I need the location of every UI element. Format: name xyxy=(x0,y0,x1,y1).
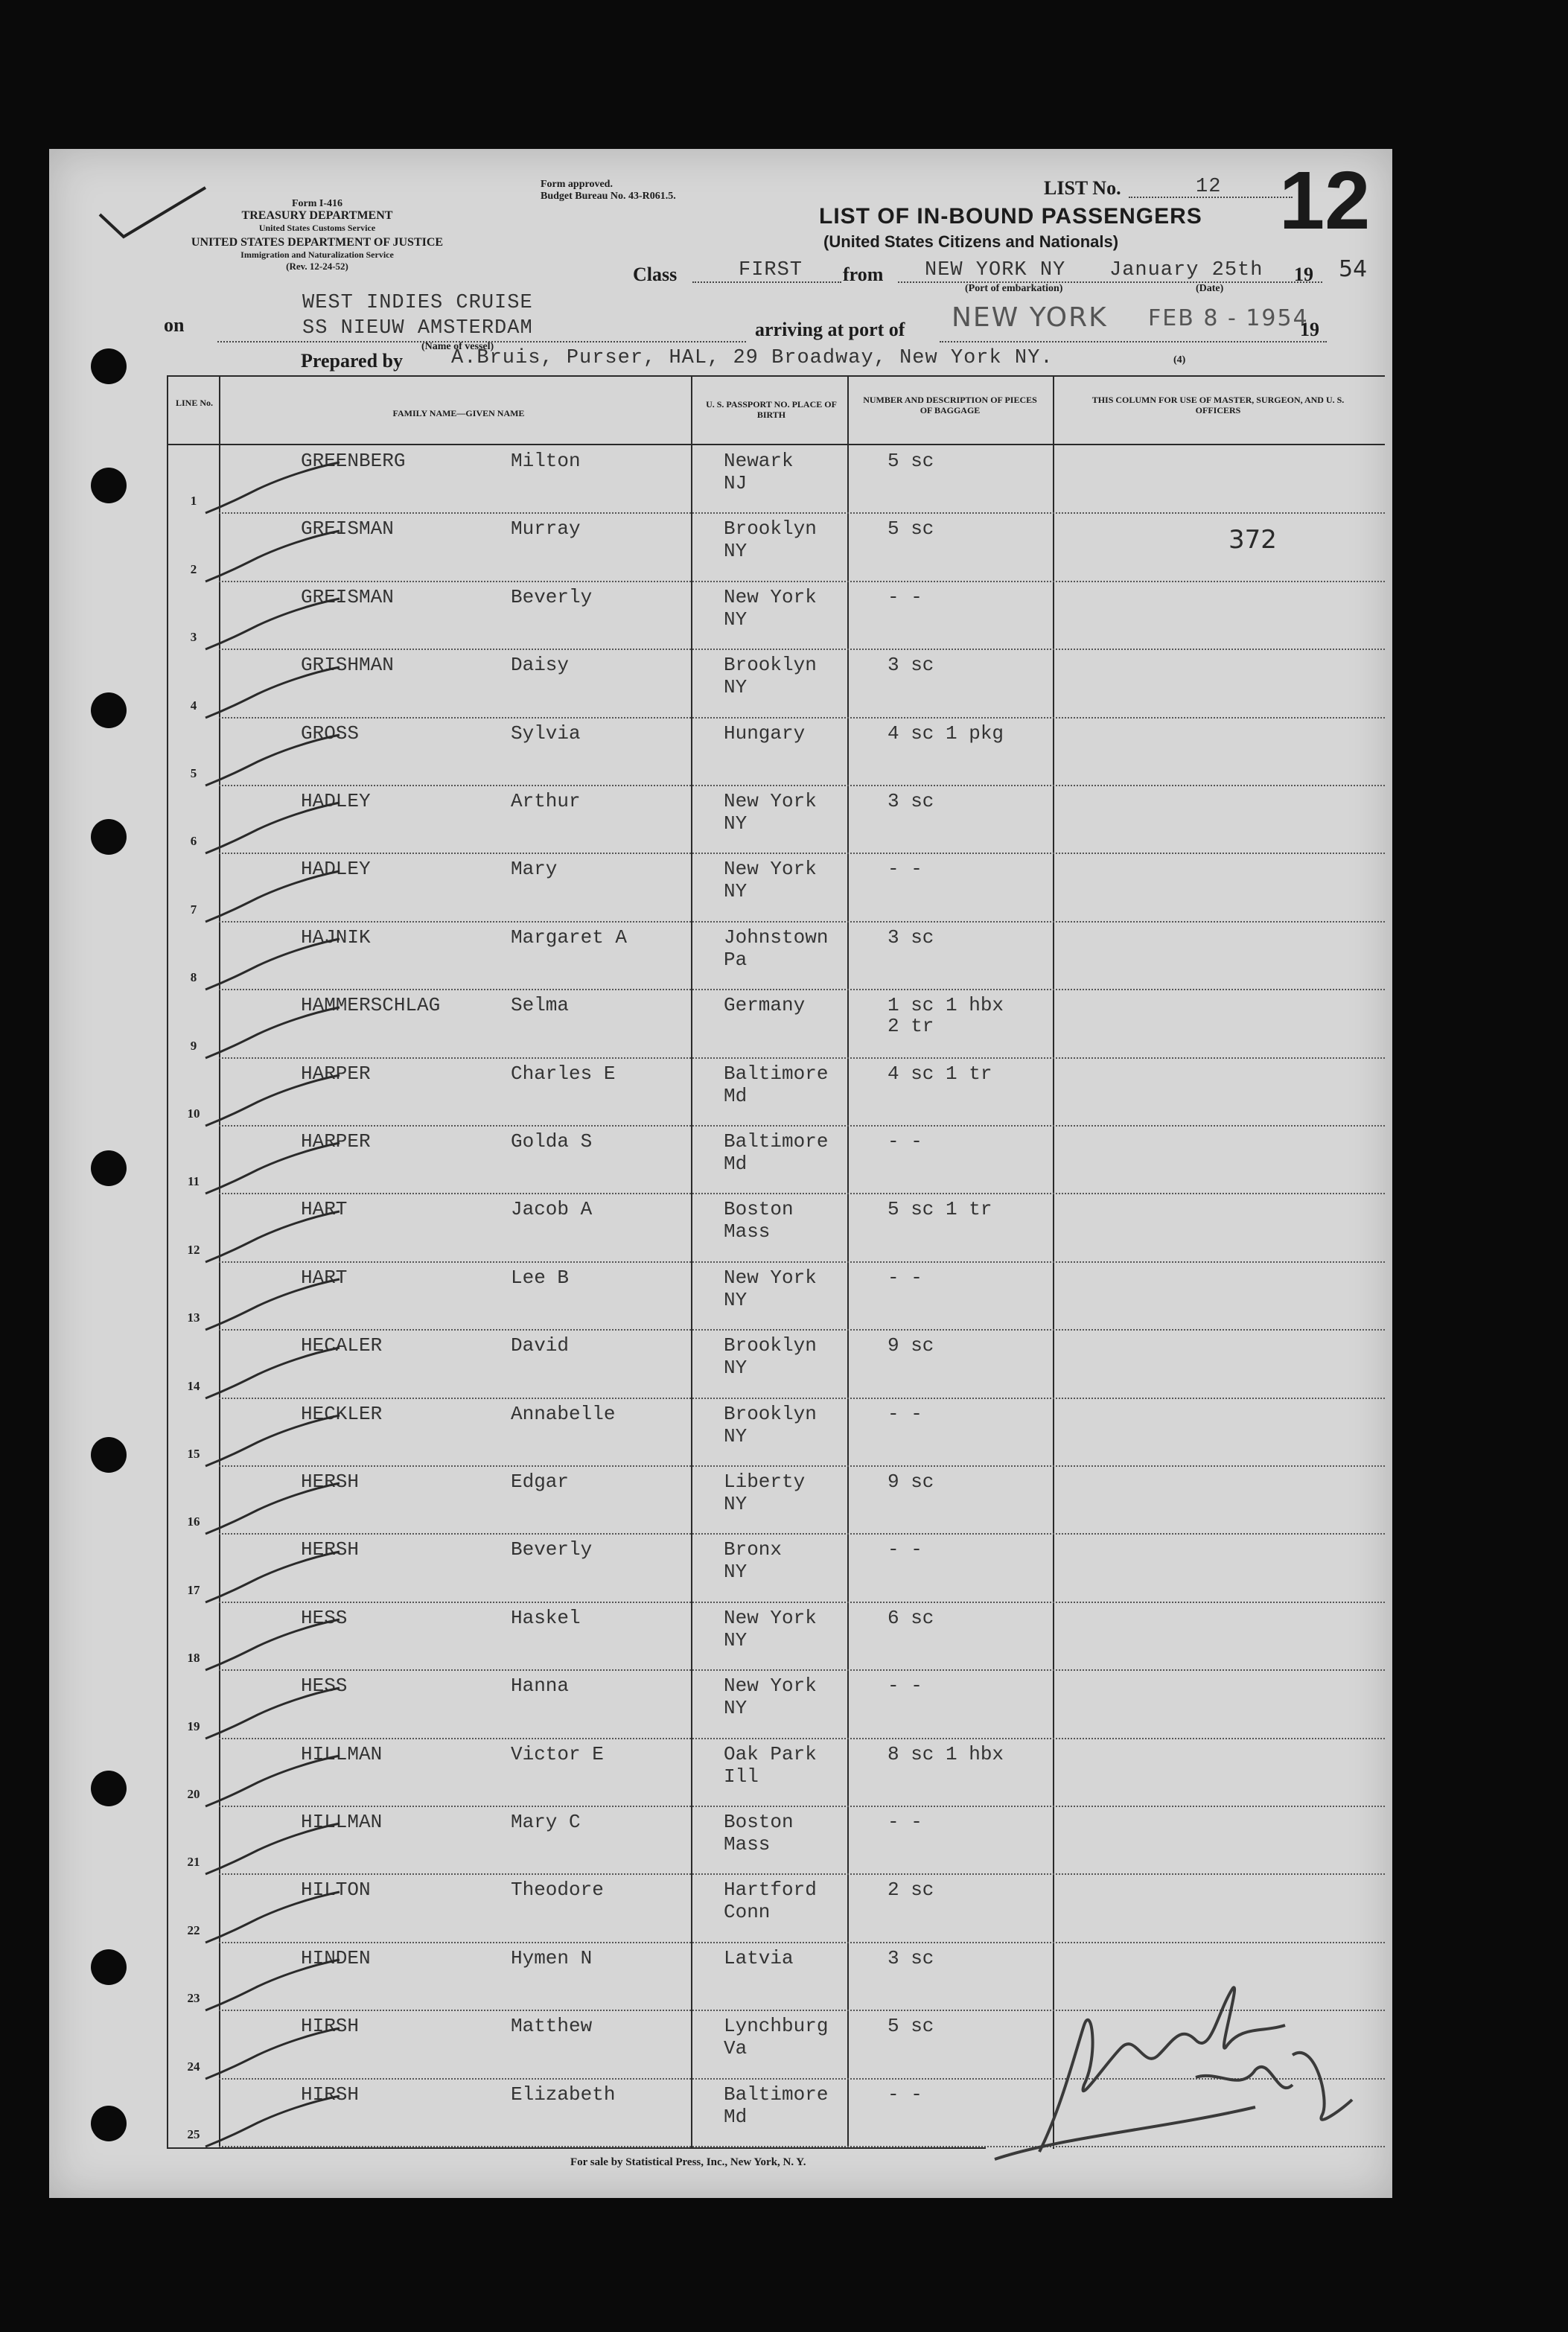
given-name: Margaret A xyxy=(511,926,628,949)
tally-check-icon xyxy=(198,2093,347,2160)
given-name: David xyxy=(511,1334,570,1357)
baggage: - - xyxy=(887,1402,922,1425)
birth-state: NY xyxy=(724,608,748,631)
table-row xyxy=(49,853,1392,921)
birth-state: NJ xyxy=(724,472,748,494)
baggage: 4 sc 1 pkg xyxy=(887,721,1004,745)
table-row xyxy=(49,922,1392,990)
year-prefix: 19 xyxy=(1294,264,1313,285)
birth-place: Bronx xyxy=(724,1538,783,1561)
birth-place: Newark xyxy=(724,450,794,472)
on-label: on xyxy=(164,314,185,336)
line-number: 13 xyxy=(187,1310,200,1325)
birth-place: Hungary xyxy=(724,721,806,745)
from-underline xyxy=(898,281,1322,283)
baggage: 1 sc 1 hbx xyxy=(887,994,1004,1017)
birth-state: Va xyxy=(724,2037,748,2060)
baggage: - - xyxy=(887,1538,922,1561)
approval-line1: Form approved. xyxy=(541,179,613,190)
line-number: 25 xyxy=(187,2126,200,2141)
birth-place: New York xyxy=(724,585,817,608)
birth-state: NY xyxy=(724,540,748,563)
given-name: Jacob A xyxy=(511,1198,593,1221)
table-row xyxy=(49,1194,1392,1261)
birth-place: Oak Park xyxy=(724,1742,817,1765)
family-name: HARPER xyxy=(301,1130,371,1153)
given-name: Elizabeth xyxy=(511,2083,616,2106)
line-number: 24 xyxy=(187,2059,200,2074)
line-number: 2 xyxy=(190,561,197,576)
birth-state: NY xyxy=(724,880,748,903)
birth-state: Md xyxy=(724,1153,748,1175)
prepared-note: (4) xyxy=(1173,354,1186,366)
baggage: - - xyxy=(887,585,922,608)
birth-state: NY xyxy=(724,1561,748,1584)
given-name: Lee B xyxy=(511,1266,570,1289)
table-row xyxy=(49,1602,1392,1670)
baggage: - - xyxy=(887,1811,922,1833)
form-id: Form I-416 xyxy=(291,198,343,209)
birth-place: Lynchburg xyxy=(724,2015,829,2038)
family-name: HILLMAN xyxy=(301,1811,383,1833)
family-name: HADLEY xyxy=(301,858,371,881)
baggage: 5 sc 1 tr xyxy=(887,1198,992,1221)
birth-state: Ill xyxy=(724,1765,759,1788)
officer-note: 372 xyxy=(1228,525,1277,555)
birth-place: Liberty xyxy=(724,1471,806,1493)
table-row xyxy=(49,1739,1392,1806)
prepared-value: A.Bruis, Purser, HAL, 29 Broadway, New York NY. xyxy=(451,347,1054,369)
baggage: 3 sc xyxy=(887,654,934,677)
table-row xyxy=(49,990,1392,1057)
page-subtitle: (United States Citizens and Nationals) xyxy=(823,232,1119,251)
given-name: Mary C xyxy=(511,1811,581,1833)
baggage: 5 sc xyxy=(887,450,934,472)
given-name: Selma xyxy=(511,994,570,1017)
family-name: HAMMERSCHLAG xyxy=(301,994,441,1017)
given-name: Hanna xyxy=(511,1675,570,1698)
birth-state: NY xyxy=(724,1697,748,1720)
from-date-value: January 25th xyxy=(1109,259,1263,281)
birth-state: NY xyxy=(724,1288,748,1311)
birth-state: Conn xyxy=(724,1901,771,1924)
baggage: - - xyxy=(887,1130,922,1153)
line-number: 6 xyxy=(190,834,197,849)
col-header-baggage: NUMBER AND DESCRIPTION OF PIECES OF BAGGAGE xyxy=(863,395,1037,415)
form-id-block xyxy=(161,198,474,273)
given-name: Edgar xyxy=(511,1471,570,1493)
table-row xyxy=(49,1874,1392,1942)
vessel-name: SS NIEUW AMSTERDAM xyxy=(302,317,533,340)
birth-state: NY xyxy=(724,812,748,835)
table-row xyxy=(49,1670,1392,1738)
line-number: 16 xyxy=(187,1514,200,1529)
baggage: 3 sc xyxy=(887,1946,934,1969)
ins-service: Immigration and Naturalization Service xyxy=(240,249,394,260)
given-name: Golda S xyxy=(511,1130,593,1153)
list-no-typed: 12 xyxy=(1196,176,1222,198)
table-row xyxy=(49,1398,1392,1466)
col-header-name: FAMILY NAME—GIVEN NAME xyxy=(392,408,525,418)
line-number: 23 xyxy=(187,1991,200,2006)
birth-place: Brooklyn xyxy=(724,1334,817,1357)
line-number: 19 xyxy=(187,1718,200,1733)
given-name: Beverly xyxy=(511,585,593,608)
birth-state: NY xyxy=(724,1357,748,1380)
birth-place: New York xyxy=(724,1266,817,1289)
arrival-year-prefix: 19 xyxy=(1300,319,1319,340)
date-caption: (Date) xyxy=(1196,283,1224,294)
table-row xyxy=(49,1126,1392,1194)
birth-state: Mass xyxy=(724,1833,771,1855)
arriving-label: arriving at port of xyxy=(755,319,905,340)
table-row xyxy=(49,649,1392,717)
punch-hole xyxy=(91,348,127,384)
port-caption: (Port of embarkation) xyxy=(965,283,1063,294)
birth-state: Md xyxy=(724,2105,748,2128)
birth-place: Germany xyxy=(724,994,806,1017)
given-name: Charles E xyxy=(511,1062,616,1085)
baggage: 5 sc xyxy=(887,517,934,541)
vessel-caption: (Name of vessel) xyxy=(421,341,494,352)
arrival-port-stamp: NEW YORK xyxy=(952,302,1108,333)
family-name: HAJNIK xyxy=(301,926,371,949)
col-header-passport: U. S. PASSPORT NO. PLACE OF BIRTH xyxy=(706,399,837,420)
given-name: Arthur xyxy=(511,790,581,812)
given-name: Mary xyxy=(511,858,558,881)
footer-press: For sale by Statistical Press, Inc., New York, N. Y. xyxy=(570,2156,806,2168)
from-port-value: NEW YORK NY xyxy=(925,259,1066,281)
birth-place: Brooklyn xyxy=(724,1402,817,1425)
year-value: 54 xyxy=(1339,256,1368,282)
given-name: Annabelle xyxy=(511,1402,616,1425)
manifest-sheet xyxy=(49,149,1392,2198)
baggage: 2 sc xyxy=(887,1879,934,1902)
baggage: 6 sc xyxy=(887,1606,934,1629)
family-name: HART xyxy=(301,1266,348,1289)
family-name: HERSH xyxy=(301,1538,360,1561)
list-no-label: LIST No. xyxy=(1044,177,1121,199)
family-name: GREISMAN xyxy=(301,585,394,608)
table-row xyxy=(49,786,1392,853)
baggage: 9 sc xyxy=(887,1471,934,1493)
birth-state: Pa xyxy=(724,948,748,971)
col-header-line-no: LINE No. xyxy=(176,398,214,408)
line-number: 20 xyxy=(187,1786,200,1801)
from-label: from xyxy=(843,264,884,285)
line-number: 15 xyxy=(187,1446,200,1461)
line-number: 3 xyxy=(190,630,197,645)
birth-place: New York xyxy=(724,790,817,812)
given-name: Hymen N xyxy=(511,1946,593,1969)
line-number: 4 xyxy=(190,698,197,713)
birth-place: Hartford xyxy=(724,1879,817,1902)
birth-state: Mass xyxy=(724,1220,771,1243)
baggage-extra: 2 tr xyxy=(887,1015,934,1038)
family-name: HESS xyxy=(301,1675,348,1698)
justice-dept: UNITED STATES DEPARTMENT OF JUSTICE xyxy=(191,236,444,249)
birth-place: New York xyxy=(724,858,817,881)
family-name: HARPER xyxy=(301,1062,371,1085)
given-name: Matthew xyxy=(511,2015,593,2038)
col-header-officers: THIS COLUMN FOR USE OF MASTER, SURGEON, AND U. S. OFFICERS xyxy=(1091,395,1345,415)
rev-date: (Rev. 12-24-52) xyxy=(286,261,348,272)
table-row xyxy=(49,1466,1392,1534)
family-name: GREISMAN xyxy=(301,517,394,541)
baggage: - - xyxy=(887,1675,922,1698)
treasury-dept: TREASURY DEPARTMENT xyxy=(241,209,393,222)
class-underline xyxy=(692,281,841,283)
table-row xyxy=(49,718,1392,786)
approval-line2: Budget Bureau No. 43-R061.5. xyxy=(541,191,676,202)
table-row xyxy=(49,513,1392,581)
table-row xyxy=(49,582,1392,649)
family-name: HADLEY xyxy=(301,790,371,812)
class-value: FIRST xyxy=(739,259,803,281)
page-title: LIST OF IN-BOUND PASSENGERS xyxy=(819,204,1202,229)
family-name: HESS xyxy=(301,1606,348,1629)
baggage: - - xyxy=(887,858,922,881)
cruise-name: WEST INDIES CRUISE xyxy=(302,292,533,314)
birth-place: Boston xyxy=(724,1811,794,1833)
line-number: 7 xyxy=(190,902,197,917)
birth-place: Baltimore xyxy=(724,1062,829,1085)
baggage: 9 sc xyxy=(887,1334,934,1357)
given-name: Milton xyxy=(511,450,581,472)
table-row xyxy=(49,445,1392,513)
birth-state: NY xyxy=(724,676,748,699)
baggage: 8 sc 1 hbx xyxy=(887,1742,1004,1765)
table-row xyxy=(49,1806,1392,1874)
given-name: Theodore xyxy=(511,1879,604,1902)
given-name: Daisy xyxy=(511,654,570,677)
given-name: Victor E xyxy=(511,1742,604,1765)
birth-place: Brooklyn xyxy=(724,517,817,541)
baggage: 3 sc xyxy=(887,926,934,949)
baggage: 5 sc xyxy=(887,2015,934,2038)
baggage: 3 sc xyxy=(887,790,934,812)
family-name: HIRSH xyxy=(301,2083,360,2106)
baggage: - - xyxy=(887,1266,922,1289)
birth-state: NY xyxy=(724,1628,748,1651)
family-name: HINDEN xyxy=(301,1946,371,1969)
family-name: HILLMAN xyxy=(301,1742,383,1765)
class-label: Class xyxy=(633,264,678,285)
arrival-date-stamp: FEB 8 - 1954 xyxy=(1148,305,1309,331)
birth-place: Latvia xyxy=(724,1946,794,1969)
table-row xyxy=(49,1262,1392,1330)
prepared-label: Prepared by xyxy=(301,350,403,372)
table-row xyxy=(49,1330,1392,1398)
birth-place: Baltimore xyxy=(724,2083,829,2106)
approval-block xyxy=(541,179,676,203)
officer-signature xyxy=(972,1958,1360,2182)
family-name: HILTON xyxy=(301,1879,371,1902)
list-big-number: 12 xyxy=(1279,155,1371,246)
given-name: Murray xyxy=(511,517,581,541)
line-number: 22 xyxy=(187,1922,200,1937)
family-name: HECALER xyxy=(301,1334,383,1357)
family-name: GREENBERG xyxy=(301,450,406,472)
given-name: Haskel xyxy=(511,1606,581,1629)
birth-state: NY xyxy=(724,1424,748,1447)
family-name: HECKLER xyxy=(301,1402,383,1425)
family-name: GRISHMAN xyxy=(301,654,394,677)
table-row xyxy=(49,1534,1392,1602)
birth-place: Brooklyn xyxy=(724,654,817,677)
birth-place: New York xyxy=(724,1606,817,1629)
given-name: Sylvia xyxy=(511,721,581,745)
family-name: HART xyxy=(301,1198,348,1221)
birth-place: Johnstown xyxy=(724,926,829,949)
birth-place: Boston xyxy=(724,1198,794,1221)
family-name: HERSH xyxy=(301,1471,360,1493)
line-number: 18 xyxy=(187,1651,200,1666)
line-number: 21 xyxy=(187,1855,200,1870)
line-number: 9 xyxy=(190,1038,197,1053)
baggage: 4 sc 1 tr xyxy=(887,1062,992,1085)
arrival-underline xyxy=(940,341,1327,343)
line-number: 8 xyxy=(190,970,197,985)
line-number: 14 xyxy=(187,1378,200,1393)
baggage: - - xyxy=(887,2083,922,2106)
family-name: GROSS xyxy=(301,721,360,745)
birth-state: NY xyxy=(724,1493,748,1515)
table-row xyxy=(49,1058,1392,1126)
birth-state: Md xyxy=(724,1084,748,1107)
line-number: 12 xyxy=(187,1242,200,1257)
birth-place: Baltimore xyxy=(724,1130,829,1153)
line-number: 11 xyxy=(187,1174,200,1189)
given-name: Beverly xyxy=(511,1538,593,1561)
customs-service: United States Customs Service xyxy=(258,223,376,233)
line-number: 17 xyxy=(187,1582,200,1597)
birth-place: New York xyxy=(724,1675,817,1698)
line-number: 10 xyxy=(187,1106,200,1121)
line-number: 5 xyxy=(190,765,197,780)
line-number: 1 xyxy=(190,494,197,509)
family-name: HIRSH xyxy=(301,2015,360,2038)
